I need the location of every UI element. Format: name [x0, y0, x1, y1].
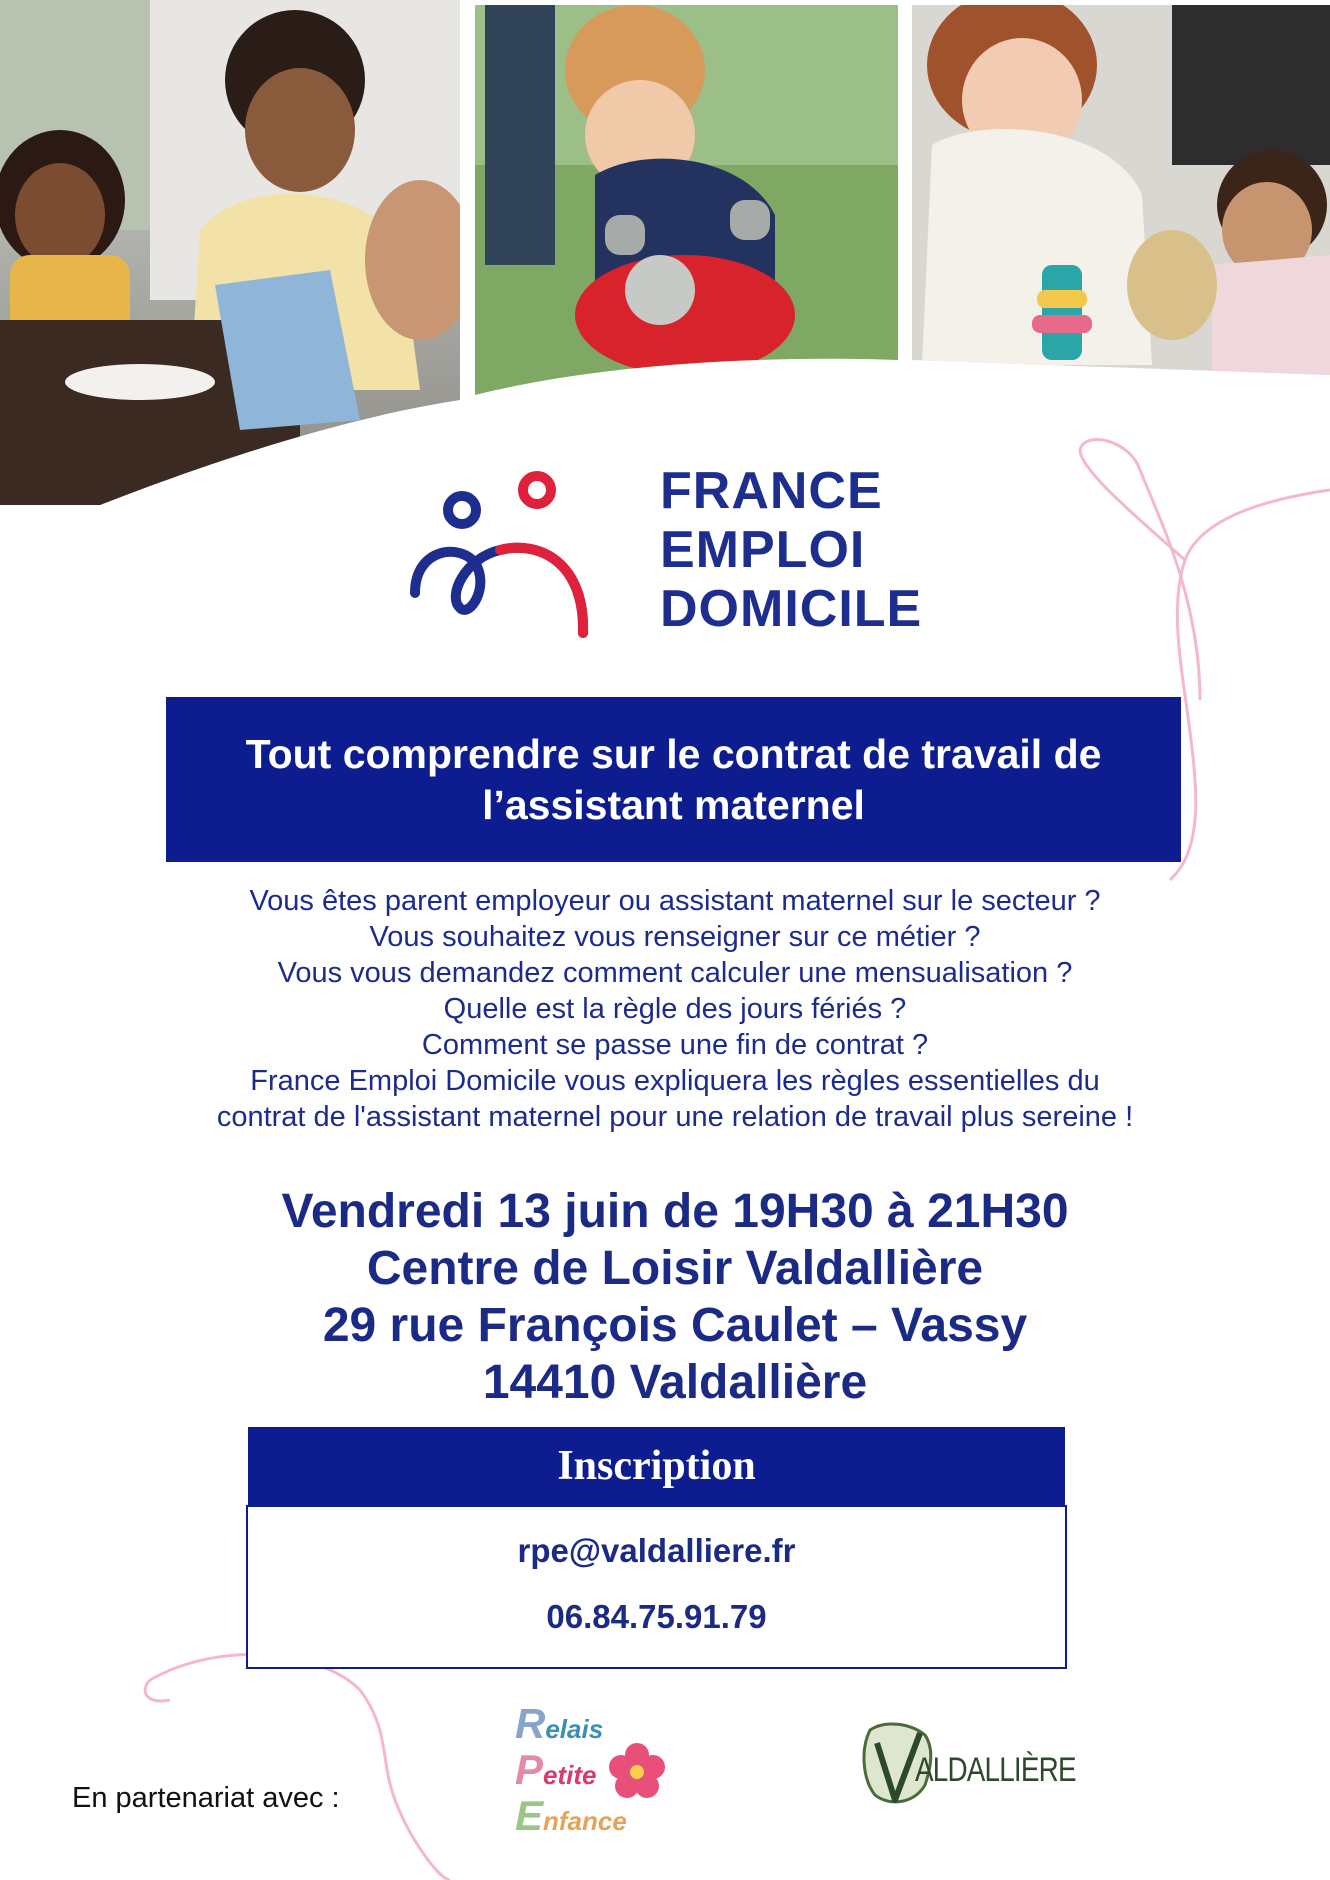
photo-assistant-baby-toys — [912, 5, 1330, 375]
inscription-header: Inscription — [248, 1427, 1065, 1505]
title-banner — [166, 697, 1181, 862]
title-line: Tout comprendre sur le contrat de travail de — [245, 730, 1102, 777]
relais-petite-enfance-logo — [515, 1700, 675, 1845]
partner-label: En partenariat avec : — [72, 1782, 340, 1814]
event-venue: Centre de Loisir Valdallière — [366, 1242, 984, 1295]
brand-name — [660, 462, 922, 639]
rpe-logo-word: elais — [545, 1714, 604, 1744]
rpe-logo-letter: E — [515, 1792, 544, 1839]
intro-line: Vous êtes parent employeur ou assistant maternel sur le secteur ? — [249, 885, 1101, 917]
intro-paragraph — [100, 883, 1250, 1135]
france-emploi-domicile-logo-icon — [405, 468, 605, 638]
intro-line: Vous souhaitez vous renseigner sur ce métier ? — [369, 921, 981, 953]
event-city: 14410 Valdallière — [482, 1356, 868, 1409]
rpe-logo-word: nfance — [543, 1806, 627, 1836]
intro-line: Comment se passe une fin de contrat ? — [421, 1029, 929, 1061]
flower-icon — [607, 1742, 667, 1802]
event-date: Vendredi 13 juin de 19H30 à 21H30 — [281, 1185, 1069, 1238]
intro-line: Vous vous demandez comment calculer une mensualisation ? — [277, 957, 1073, 989]
brand-name-line: EMPLOI — [660, 521, 866, 579]
valdalliere-logo-text: ALDALLIÈRE — [915, 1751, 1076, 1789]
photo-child-scooter — [475, 5, 898, 395]
intro-line: Quelle est la règle des jours fériés ? — [443, 993, 907, 1025]
event-street: 29 rue François Caulet – Vassy — [322, 1299, 1028, 1352]
rpe-logo-letter: R — [515, 1700, 546, 1747]
event-details — [100, 1183, 1250, 1411]
intro-line: contrat de l'assistant maternel pour une relation de travail plus sereine ! — [216, 1101, 1134, 1133]
contact-email[interactable]: rpe@valdalliere.fr — [517, 1532, 796, 1569]
rpe-logo-word: etite — [543, 1760, 597, 1790]
rpe-logo-letter: P — [515, 1746, 544, 1793]
brand-name-line: DOMICILE — [660, 580, 923, 638]
contact-phone[interactable]: 06.84.75.91.79 — [546, 1598, 767, 1635]
valdalliere-logo — [855, 1715, 1085, 1815]
title-line: l’assistant maternel — [482, 781, 865, 828]
inscription-box — [246, 1505, 1067, 1669]
brand-name-line: FRANCE — [660, 462, 883, 520]
intro-line: France Emploi Domicile vous expliquera les règles essentielles du — [250, 1065, 1100, 1097]
photo-family-meal — [0, 0, 460, 505]
